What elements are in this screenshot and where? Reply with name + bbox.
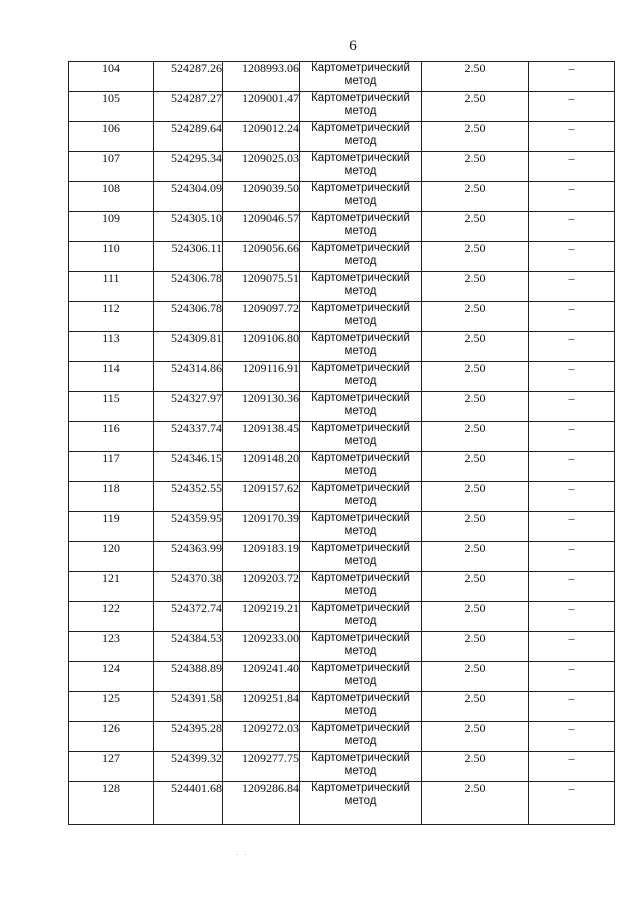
method-line-1: Картометрический bbox=[311, 302, 410, 314]
y-coordinate-cell: 1209170.39 bbox=[223, 512, 300, 542]
note-cell: – bbox=[529, 452, 615, 482]
method-line-2: метод bbox=[344, 164, 377, 177]
point-number-cell: 106 bbox=[69, 122, 154, 152]
y-coordinate-cell: 1209148.20 bbox=[223, 452, 300, 482]
x-coordinate-cell: 524346.15 bbox=[154, 452, 223, 482]
note-cell: – bbox=[529, 182, 615, 212]
method-line-2: метод bbox=[344, 614, 377, 627]
table-row bbox=[69, 602, 615, 632]
note-cell: – bbox=[529, 782, 615, 825]
method-line-2: метод bbox=[344, 254, 377, 267]
method-cell bbox=[300, 542, 422, 572]
table-row bbox=[69, 422, 615, 452]
table-row bbox=[69, 752, 615, 782]
y-coordinate-cell: 1209251.84 bbox=[223, 692, 300, 722]
method-cell bbox=[300, 182, 422, 212]
accuracy-cell: 2.50 bbox=[422, 512, 529, 542]
point-number-cell: 118 bbox=[69, 482, 154, 512]
accuracy-cell: 2.50 bbox=[422, 452, 529, 482]
method-line-1: Картометрический bbox=[311, 272, 410, 284]
method-line-1: Картометрический bbox=[311, 212, 410, 224]
note-cell: – bbox=[529, 302, 615, 332]
y-coordinate-cell: 1209219.21 bbox=[223, 602, 300, 632]
table-row bbox=[69, 692, 615, 722]
method-cell bbox=[300, 62, 422, 92]
x-coordinate-cell: 524372.74 bbox=[154, 602, 223, 632]
method-line-2: метод bbox=[344, 374, 377, 387]
method-cell bbox=[300, 602, 422, 632]
method-line-2: метод bbox=[344, 464, 377, 477]
point-number-cell: 111 bbox=[69, 272, 154, 302]
method-line-1: Картометрический bbox=[311, 662, 410, 674]
point-number-cell: 109 bbox=[69, 212, 154, 242]
x-coordinate-cell: 524388.89 bbox=[154, 662, 223, 692]
method-cell bbox=[300, 482, 422, 512]
note-cell: – bbox=[529, 602, 615, 632]
y-coordinate-cell: 1209001.47 bbox=[223, 92, 300, 122]
point-number-cell: 108 bbox=[69, 182, 154, 212]
table-row bbox=[69, 542, 615, 572]
y-coordinate-cell: 1209157.62 bbox=[223, 482, 300, 512]
method-line-2: метод bbox=[344, 794, 377, 807]
x-coordinate-cell: 524401.68 bbox=[154, 782, 223, 825]
table-row bbox=[69, 272, 615, 302]
accuracy-cell: 2.50 bbox=[422, 722, 529, 752]
note-cell: – bbox=[529, 152, 615, 182]
y-coordinate-cell: 1209012.24 bbox=[223, 122, 300, 152]
method-line-1: Картометрический bbox=[311, 752, 410, 764]
x-coordinate-cell: 524352.55 bbox=[154, 482, 223, 512]
table-row bbox=[69, 572, 615, 602]
accuracy-cell: 2.50 bbox=[422, 302, 529, 332]
note-cell: – bbox=[529, 662, 615, 692]
method-line-2: метод bbox=[344, 284, 377, 297]
accuracy-cell: 2.50 bbox=[422, 542, 529, 572]
accuracy-cell: 2.50 bbox=[422, 242, 529, 272]
note-cell: – bbox=[529, 272, 615, 302]
method-line-2: метод bbox=[344, 134, 377, 147]
accuracy-cell: 2.50 bbox=[422, 182, 529, 212]
note-cell: – bbox=[529, 512, 615, 542]
accuracy-cell: 2.50 bbox=[422, 392, 529, 422]
x-coordinate-cell: 524370.38 bbox=[154, 572, 223, 602]
method-line-2: метод bbox=[344, 494, 377, 507]
y-coordinate-cell: 1209277.75 bbox=[223, 752, 300, 782]
method-line-1: Картометрический bbox=[311, 542, 410, 554]
x-coordinate-cell: 524399.32 bbox=[154, 752, 223, 782]
method-line-1: Картометрический bbox=[311, 692, 410, 704]
method-line-2: метод bbox=[344, 194, 377, 207]
y-coordinate-cell: 1209183.19 bbox=[223, 542, 300, 572]
point-number-cell: 116 bbox=[69, 422, 154, 452]
method-line-2: метод bbox=[344, 404, 377, 417]
method-line-2: метод bbox=[344, 434, 377, 447]
table-row bbox=[69, 62, 615, 92]
note-cell: – bbox=[529, 122, 615, 152]
note-cell: – bbox=[529, 542, 615, 572]
point-number-cell: 126 bbox=[69, 722, 154, 752]
method-cell bbox=[300, 782, 422, 825]
method-cell bbox=[300, 572, 422, 602]
table-row bbox=[69, 212, 615, 242]
table-row bbox=[69, 152, 615, 182]
method-line-1: Картометрический bbox=[311, 512, 410, 524]
point-number-cell: 120 bbox=[69, 542, 154, 572]
point-number-cell: 127 bbox=[69, 752, 154, 782]
y-coordinate-cell: 1209025.03 bbox=[223, 152, 300, 182]
x-coordinate-cell: 524384.53 bbox=[154, 632, 223, 662]
accuracy-cell: 2.50 bbox=[422, 662, 529, 692]
x-coordinate-cell: 524306.11 bbox=[154, 242, 223, 272]
x-coordinate-cell: 524359.95 bbox=[154, 512, 223, 542]
method-cell bbox=[300, 302, 422, 332]
accuracy-cell: 2.50 bbox=[422, 692, 529, 722]
note-cell: – bbox=[529, 692, 615, 722]
note-cell: – bbox=[529, 332, 615, 362]
note-cell: – bbox=[529, 62, 615, 92]
y-coordinate-cell: 1209097.72 bbox=[223, 302, 300, 332]
point-number-cell: 112 bbox=[69, 302, 154, 332]
table-row bbox=[69, 332, 615, 362]
note-cell: – bbox=[529, 362, 615, 392]
y-coordinate-cell: 1209056.66 bbox=[223, 242, 300, 272]
method-line-1: Картометрический bbox=[311, 722, 410, 734]
y-coordinate-cell: 1209138.45 bbox=[223, 422, 300, 452]
x-coordinate-cell: 524337.74 bbox=[154, 422, 223, 452]
method-line-2: метод bbox=[344, 224, 377, 237]
method-line-1: Картометрический bbox=[311, 182, 410, 194]
accuracy-cell: 2.50 bbox=[422, 92, 529, 122]
method-line-2: метод bbox=[344, 554, 377, 567]
method-cell bbox=[300, 392, 422, 422]
method-cell bbox=[300, 662, 422, 692]
method-line-1: Картометрический bbox=[311, 632, 410, 644]
method-cell bbox=[300, 212, 422, 242]
y-coordinate-cell: 1209075.51 bbox=[223, 272, 300, 302]
note-cell: – bbox=[529, 242, 615, 272]
x-coordinate-cell: 524289.64 bbox=[154, 122, 223, 152]
point-number-cell: 128 bbox=[69, 782, 154, 825]
y-coordinate-cell: 1208993.06 bbox=[223, 62, 300, 92]
table-row bbox=[69, 482, 615, 512]
method-cell bbox=[300, 152, 422, 182]
method-line-1: Картометрический bbox=[311, 242, 410, 254]
method-line-1: Картометрический bbox=[311, 392, 410, 404]
accuracy-cell: 2.50 bbox=[422, 212, 529, 242]
method-line-1: Картометрический bbox=[311, 152, 410, 164]
method-cell bbox=[300, 752, 422, 782]
point-number-cell: 114 bbox=[69, 362, 154, 392]
x-coordinate-cell: 524314.86 bbox=[154, 362, 223, 392]
method-line-2: метод bbox=[344, 314, 377, 327]
method-line-1: Картометрический bbox=[311, 122, 410, 134]
x-coordinate-cell: 524306.78 bbox=[154, 272, 223, 302]
method-line-1: Картометрический bbox=[311, 452, 410, 464]
method-line-2: метод bbox=[344, 584, 377, 597]
accuracy-cell: 2.50 bbox=[422, 632, 529, 662]
table-row bbox=[69, 362, 615, 392]
table-row bbox=[69, 662, 615, 692]
point-number-cell: 117 bbox=[69, 452, 154, 482]
point-number-cell: 121 bbox=[69, 572, 154, 602]
accuracy-cell: 2.50 bbox=[422, 332, 529, 362]
table-row bbox=[69, 92, 615, 122]
method-cell bbox=[300, 632, 422, 662]
y-coordinate-cell: 1209106.80 bbox=[223, 332, 300, 362]
note-cell: – bbox=[529, 752, 615, 782]
method-line-2: метод bbox=[344, 524, 377, 537]
x-coordinate-cell: 524327.97 bbox=[154, 392, 223, 422]
point-number-cell: 122 bbox=[69, 602, 154, 632]
method-cell bbox=[300, 332, 422, 362]
method-line-2: метод bbox=[344, 104, 377, 117]
x-coordinate-cell: 524306.78 bbox=[154, 302, 223, 332]
method-line-1: Картометрический bbox=[311, 92, 410, 104]
x-coordinate-cell: 524363.99 bbox=[154, 542, 223, 572]
table-row bbox=[69, 392, 615, 422]
table-row bbox=[69, 452, 615, 482]
note-cell: – bbox=[529, 392, 615, 422]
method-line-1: Картометрический bbox=[311, 62, 410, 74]
note-cell: – bbox=[529, 632, 615, 662]
method-line-1: Картометрический bbox=[311, 482, 410, 494]
point-number-cell: 105 bbox=[69, 92, 154, 122]
y-coordinate-cell: 1209286.84 bbox=[223, 782, 300, 825]
accuracy-cell: 2.50 bbox=[422, 272, 529, 302]
accuracy-cell: 2.50 bbox=[422, 362, 529, 392]
point-number-cell: 115 bbox=[69, 392, 154, 422]
method-cell bbox=[300, 722, 422, 752]
accuracy-cell: 2.50 bbox=[422, 422, 529, 452]
method-line-2: метод bbox=[344, 644, 377, 657]
x-coordinate-cell: 524304.09 bbox=[154, 182, 223, 212]
page-number: 6 bbox=[349, 38, 357, 54]
accuracy-cell: 2.50 bbox=[422, 122, 529, 152]
y-coordinate-cell: 1209233.00 bbox=[223, 632, 300, 662]
method-cell bbox=[300, 692, 422, 722]
table-row bbox=[69, 512, 615, 542]
method-line-1: Картометрический bbox=[311, 602, 410, 614]
table-row bbox=[69, 722, 615, 752]
y-coordinate-cell: 1209203.72 bbox=[223, 572, 300, 602]
y-coordinate-cell: 1209241.40 bbox=[223, 662, 300, 692]
note-cell: – bbox=[529, 572, 615, 602]
method-line-1: Картометрический bbox=[311, 782, 410, 794]
accuracy-cell: 2.50 bbox=[422, 752, 529, 782]
table-row bbox=[69, 122, 615, 152]
x-coordinate-cell: 524287.27 bbox=[154, 92, 223, 122]
method-cell bbox=[300, 92, 422, 122]
method-cell bbox=[300, 512, 422, 542]
method-line-2: метод bbox=[344, 734, 377, 747]
accuracy-cell: 2.50 bbox=[422, 482, 529, 512]
table-row bbox=[69, 302, 615, 332]
x-coordinate-cell: 524391.58 bbox=[154, 692, 223, 722]
x-coordinate-cell: 524287.26 bbox=[154, 62, 223, 92]
point-number-cell: 123 bbox=[69, 632, 154, 662]
point-number-cell: 110 bbox=[69, 242, 154, 272]
method-cell bbox=[300, 242, 422, 272]
x-coordinate-cell: 524309.81 bbox=[154, 332, 223, 362]
accuracy-cell: 2.50 bbox=[422, 572, 529, 602]
x-coordinate-cell: 524305.10 bbox=[154, 212, 223, 242]
y-coordinate-cell: 1209130.36 bbox=[223, 392, 300, 422]
method-line-2: метод bbox=[344, 764, 377, 777]
method-cell bbox=[300, 362, 422, 392]
method-line-2: метод bbox=[344, 704, 377, 717]
note-cell: – bbox=[529, 422, 615, 452]
note-cell: – bbox=[529, 92, 615, 122]
method-cell bbox=[300, 122, 422, 152]
point-number-cell: 113 bbox=[69, 332, 154, 362]
point-number-cell: 119 bbox=[69, 512, 154, 542]
point-number-cell: 104 bbox=[69, 62, 154, 92]
note-cell: – bbox=[529, 722, 615, 752]
method-line-1: Картометрический bbox=[311, 362, 410, 374]
y-coordinate-cell: 1209046.57 bbox=[223, 212, 300, 242]
method-line-2: метод bbox=[344, 674, 377, 687]
table-row bbox=[69, 782, 615, 825]
accuracy-cell: 2.50 bbox=[422, 152, 529, 182]
table-row bbox=[69, 632, 615, 662]
point-number-cell: 107 bbox=[69, 152, 154, 182]
x-coordinate-cell: 524295.34 bbox=[154, 152, 223, 182]
accuracy-cell: 2.50 bbox=[422, 782, 529, 825]
y-coordinate-cell: 1209272.03 bbox=[223, 722, 300, 752]
point-number-cell: 125 bbox=[69, 692, 154, 722]
table-row bbox=[69, 242, 615, 272]
point-number-cell: 124 bbox=[69, 662, 154, 692]
accuracy-cell: 2.50 bbox=[422, 602, 529, 632]
method-line-2: метод bbox=[344, 74, 377, 87]
y-coordinate-cell: 1209039.50 bbox=[223, 182, 300, 212]
method-line-1: Картометрический bbox=[311, 332, 410, 344]
note-cell: – bbox=[529, 482, 615, 512]
coordinates-table-body bbox=[69, 62, 615, 825]
y-coordinate-cell: 1209116.91 bbox=[223, 362, 300, 392]
table-row bbox=[69, 182, 615, 212]
method-cell bbox=[300, 452, 422, 482]
accuracy-cell: 2.50 bbox=[422, 62, 529, 92]
x-coordinate-cell: 524395.28 bbox=[154, 722, 223, 752]
coordinates-table bbox=[68, 61, 615, 825]
method-cell bbox=[300, 422, 422, 452]
method-line-2: метод bbox=[344, 344, 377, 357]
method-line-1: Картометрический bbox=[311, 422, 410, 434]
scan-artifact: · · bbox=[236, 851, 249, 859]
method-line-1: Картометрический bbox=[311, 572, 410, 584]
note-cell: – bbox=[529, 212, 615, 242]
method-cell bbox=[300, 272, 422, 302]
